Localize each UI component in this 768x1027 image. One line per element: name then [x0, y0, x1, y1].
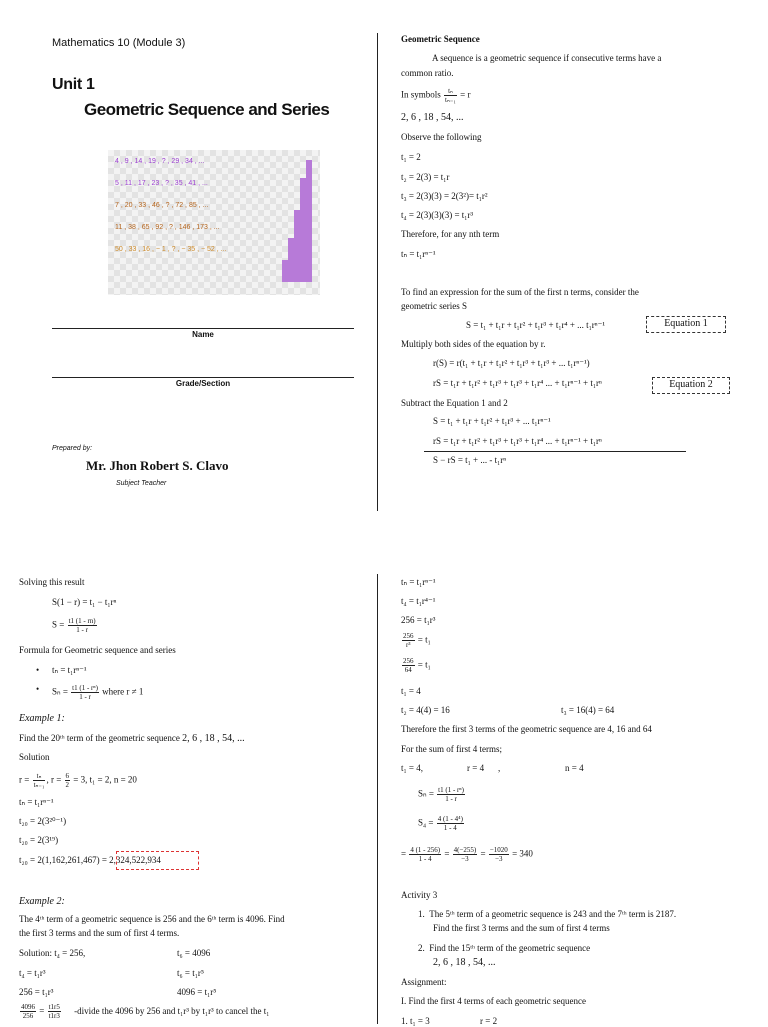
text-line: Formula for Geometric sequence and series — [19, 645, 176, 655]
work-line: t₂ = 4(4) = 16 — [401, 705, 450, 715]
text-line: geometric series S — [401, 301, 467, 311]
cover-illustration — [108, 150, 320, 295]
nth-term-formula: tₙ = t₁rⁿ⁻¹ — [401, 249, 436, 259]
work-line: t₃ = 16(4) = 64 — [561, 705, 615, 715]
example-sequence: 2, 6 , 18 , 54, ... — [401, 112, 464, 123]
work-line: Solution: t₄ = 256, — [19, 948, 86, 958]
work-line: tₙ = t₁rⁿ⁻¹ — [19, 797, 54, 807]
sequence-line: 5 , 11 , 17 , 23 , ? , 35 , 41 , ... — [115, 180, 208, 187]
ratio-line: r = $\frac{\text{tₙ}}{\text{tₙ₋₁}}$ , r = $\frac{6}{2}$ = 3, t₁ = 2, n = 20 — [19, 772, 137, 789]
work-line: 256 = t₁r³ — [19, 987, 54, 997]
text-line: Solving this result — [19, 577, 85, 587]
definition-line: A sequence is a geometric sequence if consecutive terms have a — [432, 53, 662, 63]
assignment-item: r = 2 — [480, 1016, 498, 1026]
sequence-line: 4 , 9 , 14 , 19 , ? , 29 , 34 , ... — [115, 158, 205, 165]
work-line: t₂₀ = 2(1,162,261,467) = 2,324,522,934 — [19, 855, 161, 865]
text-line: Subtract the Equation 1 and 2 — [401, 398, 508, 408]
example-question: The 4ᵗʰ term of a geometric sequence is 256 and the 6ᵗʰ term is 4096. Find — [19, 914, 285, 924]
sequence-line: 7 , 20 , 33 , 46 , ? , 72 , 85 , ... — [115, 202, 209, 209]
sequence-line: 50 , 33 , 16 , − 1 , ? , − 35 , − 52 , ... — [115, 246, 227, 253]
text-line: To find an expression for the sum of the first n terms, consider the — [401, 287, 639, 297]
sum-formula: Sₙ = $\frac{\text{t1 (1 - rⁿ)}}{1 - r}$ — [418, 786, 464, 803]
text-line: Observe the following — [401, 132, 482, 142]
work-line: n = 4 — [565, 763, 584, 773]
solve-line: S(1 − r) = t₁ − t₁rⁿ — [52, 597, 117, 607]
fraction-line: $\frac{256}{\text{r³}}$ = t₁ — [403, 632, 431, 649]
work-line: t₄ = t₁r⁴⁻¹ — [401, 596, 436, 606]
section-heading: Geometric Sequence — [401, 34, 480, 44]
equation-1-box: Equation 1 — [646, 316, 726, 333]
activity-item: 2, 6 , 18 , 54, ... — [433, 957, 496, 968]
work-line: t₄ = t₁r³ — [19, 968, 46, 978]
work-line: 256 = t₁r³ — [401, 615, 436, 625]
grade-line — [52, 377, 354, 378]
division-line: $\frac{4096}{256}$ = $\frac{t1r5}{t1r3}$ -divide the 4096 by 256 and t₁r³ by t₁r³ to cancel the t₁ — [21, 1003, 270, 1020]
name-label: Name — [192, 330, 214, 339]
activity-item: 1. The 5ᵗʰ term of a geometric sequence is 243 and the 7ᵗʰ term is 2187. — [418, 909, 677, 919]
formula-bullet: • tₙ = t₁rⁿ⁻¹ — [52, 665, 87, 676]
subtraction-line: rS = t₁r + t₁r² + t₁r³ + t₁r³ + t₁r⁴ ... + t₁rⁿ⁻¹ + t₁rⁿ — [433, 436, 602, 446]
work-line: t₁ = 4 — [401, 686, 421, 696]
formula-bullet: • Sₙ = $\frac{\text{t1 (1 - rⁿ)}}{1 - r}$ where r ≠ 1 — [52, 684, 143, 701]
sum-formula: S = $\frac{t1 (1 - rn)}{1 - r}$ — [52, 617, 96, 634]
activity-item: Find the first 3 terms and the sum of first 4 terms — [433, 923, 610, 933]
multiplied-equation: rS = t₁r + t₁r² + t₁r³ + t₁r³ + t₁r⁴ ... + t₁rⁿ⁻¹ + t₁rⁿ — [433, 378, 602, 388]
column-divider — [377, 574, 378, 1024]
example-2-label: Example 2: — [19, 896, 65, 907]
subtraction-rule — [424, 451, 686, 452]
sequence-line: 11 , 38 , 65 , 92 , ? , 146 , 173 , ... — [115, 224, 220, 231]
equation-2-box: Equation 2 — [652, 377, 730, 394]
work-line: t₂₀ = 2(3²⁰⁻¹) — [19, 816, 67, 826]
work-line: tₙ = t₁rⁿ⁻¹ — [401, 577, 436, 587]
cover-title: Geometric Sequence and Series — [84, 100, 330, 119]
activity-heading: Activity 3 — [401, 890, 438, 900]
unit-label: Unit 1 — [52, 76, 95, 93]
definition-line: common ratio. — [401, 68, 454, 78]
work-line: t₂₀ = 2(3¹⁹) — [19, 835, 59, 845]
text-line: Solution — [19, 752, 50, 762]
example-1-label: Example 1: — [19, 713, 65, 724]
staircase-bar — [288, 238, 294, 282]
fraction-line: $\frac{256}{64}$ = t₁ — [403, 657, 431, 674]
author-role: Subject Teacher — [116, 480, 167, 487]
sum-formula: S₄ = $\frac{\text{4 (1 - 4⁴)}}{1 - 4}$ — [418, 815, 463, 832]
derivation-line: t₃ = 2(3)(3) = 2(3²)= t₁r² — [401, 191, 488, 201]
prepared-label: Prepared by: — [52, 445, 93, 452]
work-line: 4096 = t₁r⁵ — [177, 987, 217, 997]
computation-line: = $\frac{4 (1 - 256)}{1 - 4}$ = $\frac{4(-255)}{-3}$ = $\frac{-1020}{-3}$ = 340 — [401, 846, 533, 863]
work-line: t₆ = 4096 — [177, 948, 211, 958]
assignment-heading: Assignment: — [401, 977, 447, 987]
staircase-bar — [300, 178, 306, 282]
staircase-bar — [282, 260, 288, 282]
staircase-bar — [306, 160, 312, 282]
work-line: , — [498, 763, 501, 773]
subtraction-result: S − rS = t₁ + ... - t₁rⁿ — [433, 455, 507, 465]
column-divider — [377, 33, 378, 511]
text-line: For the sum of first 4 terms; — [401, 744, 502, 754]
example-question: the first 3 terms and the sum of first 4 terms. — [19, 928, 180, 938]
subtraction-line: S = t₁ + t₁r + t₁r² + t₁r³ + ... t₁rⁿ⁻¹ — [433, 416, 551, 426]
staircase-bar — [294, 210, 300, 282]
ratio-fraction: $\frac{\text{tₙ}}{\text{tₙ₋₁}}$ — [445, 87, 456, 104]
work-line: r = 4 — [467, 763, 485, 773]
multiplied-equation: r(S) = r(t₁ + t₁r + t₁r² + t₁r³ + t₁r³ + ... t₁rⁿ⁻¹) — [433, 358, 590, 368]
author-name: Mr. Jhon Robert S. Clavo — [86, 458, 229, 473]
derivation-line: t₁ = 2 — [401, 152, 421, 162]
answer-highlight — [116, 851, 199, 870]
derivation-line: t₄ = 2(3)(3)(3) = t₁r³ — [401, 210, 474, 220]
grade-label: Grade/Section — [175, 379, 231, 388]
assignment-item: 1. t₁ = 3 — [401, 1016, 430, 1026]
text-line: Therefore the first 3 terms of the geometric sequence are 4, 16 and 64 — [401, 724, 652, 734]
text-line: Multiply both sides of the equation by r. — [401, 339, 546, 349]
name-line — [52, 328, 354, 329]
example-question: Find the 20ᵗʰ term of the geometric sequence 2, 6 , 18 , 54, ... — [19, 733, 245, 744]
work-line: t₁ = 4, — [401, 763, 423, 773]
activity-item: 2. Find the 15ᵗʰ term of the geometric sequence — [418, 943, 591, 953]
work-line: t₆ = t₁r⁵ — [177, 968, 204, 978]
symbols-formula: In symbols $\frac{\text{tₙ}}{\text{tₙ₋₁}}$ = r — [401, 87, 471, 104]
assignment-item: I. Find the first 4 terms of each geometric sequence — [401, 996, 586, 1006]
derivation-line: t₂ = 2(3) = t₁r — [401, 172, 450, 182]
module-header: Mathematics 10 (Module 3) — [52, 37, 186, 49]
text-line: Therefore, for any nth term — [401, 229, 500, 239]
series-equation: S = t₁ + t₁r + t₁r² + t₁r³ + t₁r⁴ + ... t₁rⁿ⁻¹ — [466, 320, 606, 330]
